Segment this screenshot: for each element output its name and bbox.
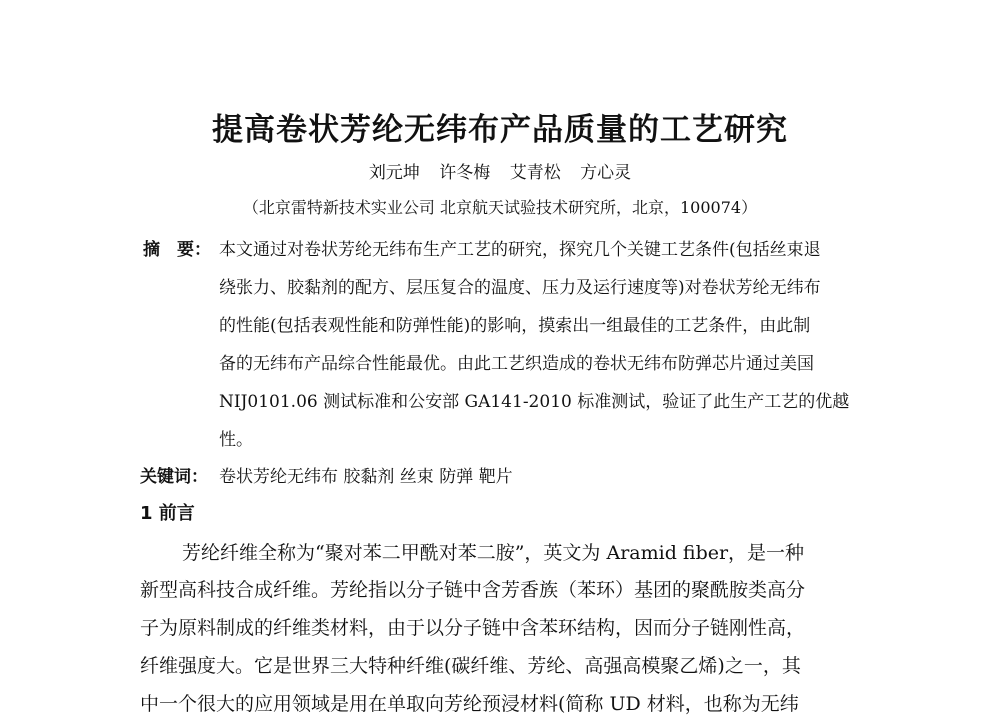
- abstract-line: 绕张力、胶黏剂的配方、层压复合的温度、压力及运行速度等)对卷状芳纶无纬布: [219, 278, 821, 298]
- body-line: 子为原料制成的纤维类材料，由于以分子链中含苯环结构，因而分子链刚性高，: [140, 617, 806, 639]
- abstract-line: 备的无纬布产品综合性能最优。由此工艺织造成的卷状无纬布防弹芯片通过美国: [219, 354, 814, 374]
- abstract-line: 本文通过对卷状芳纶无纬布生产工艺的研究，探究几个关键工艺条件(包括丝束退: [219, 240, 821, 260]
- abstract-line: 性。: [219, 430, 253, 450]
- abstract-label: 摘 要：: [143, 240, 211, 260]
- keywords-label: 关键词：: [140, 467, 208, 487]
- abstract-line: 的性能(包括表观性能和防弹性能)的影响，摸索出一组最佳的工艺条件，由此制: [219, 316, 811, 336]
- body-line: 中一个很大的应用领域是用在单取向芳纶预浸材料(简称 UD 材料，也称为无纬: [140, 693, 799, 715]
- body-line: 芳纶纤维全称为“聚对苯二甲酰对苯二胺”，英文为 Aramid fiber，是一种: [182, 542, 805, 564]
- body-line: 新型高科技合成纤维。芳纶指以分子链中含芳香族（苯环）基团的聚酰胺类高分: [140, 579, 806, 601]
- affiliation: （北京雷特新技术实业公司 北京航天试验技术研究所，北京，100074）: [242, 198, 758, 217]
- keywords: 卷状芳纶无纬布 胶黏剂 丝束 防弹 靶片: [219, 467, 513, 487]
- paper-title: 提高卷状芳纶无纬布产品质量的工艺研究: [212, 112, 788, 148]
- authors: 刘元坤 许冬梅 艾青松 方心灵: [368, 163, 632, 183]
- section-heading: 1 前言: [140, 503, 195, 524]
- body-line: 纤维强度大。它是世界三大特种纤维(碳纤维、芳纶、高强高模聚乙烯)之一，其: [140, 655, 801, 677]
- abstract-line: NIJ0101.06 测试标准和公安部 GA141-2010 标准测试，验证了此生产工艺的优越: [219, 392, 850, 412]
